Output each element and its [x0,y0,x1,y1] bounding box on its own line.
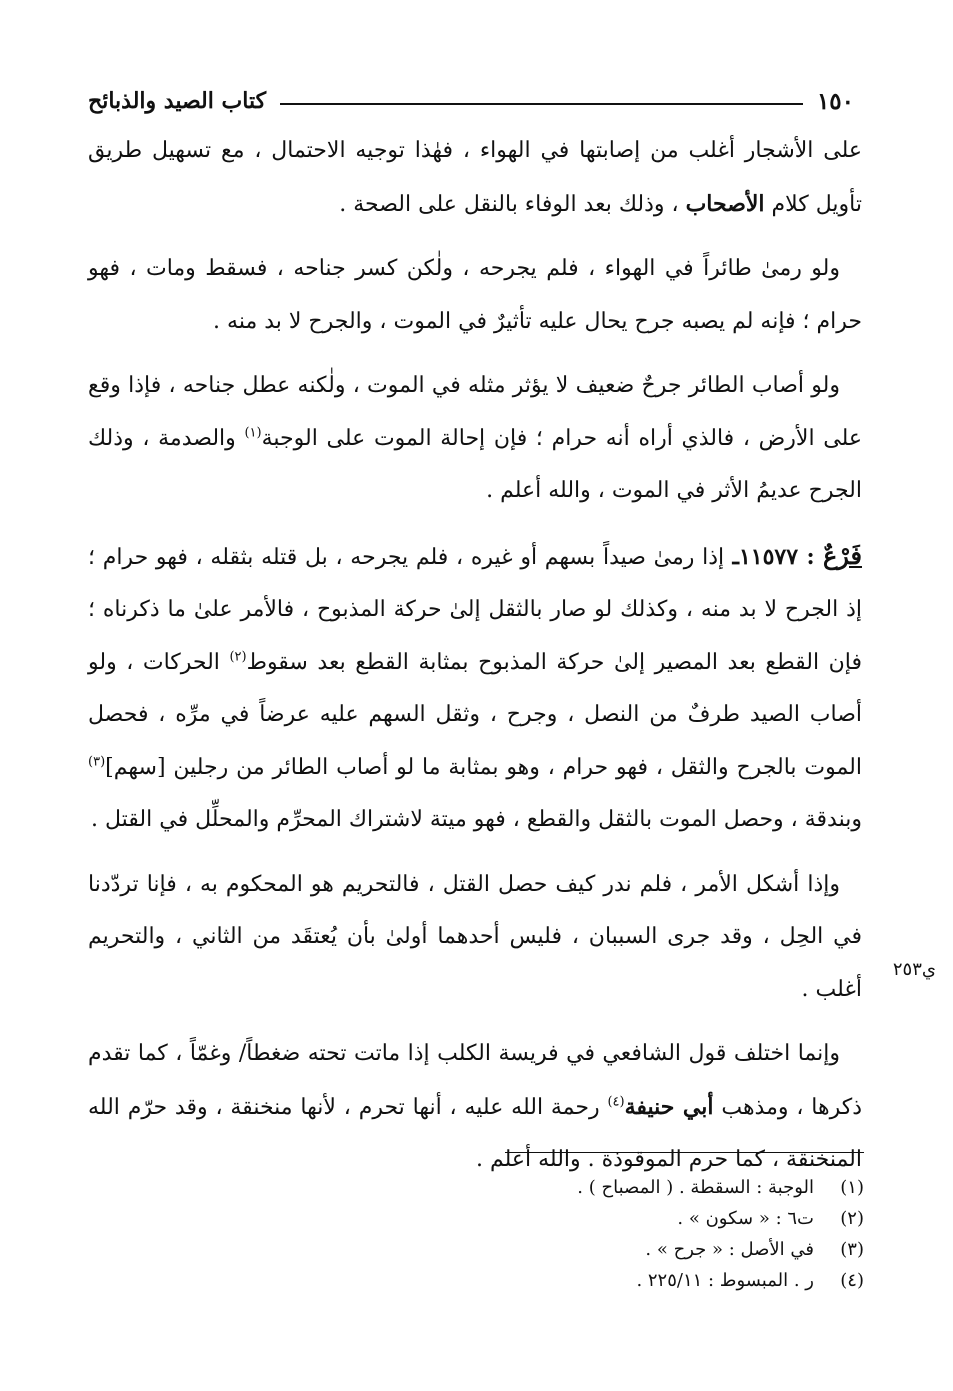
footnote-number: (٤) [840,1270,864,1291]
footnote-text: الوجبة : السقطة . ( المصباح ) . [577,1177,814,1198]
paragraph-3-text-b: والصدمة ، وذلك الجرح عديمُ الأثر في الموت ، والله أعلم . [88,425,862,503]
footnote-number: (٢) [840,1208,864,1229]
paragraph-2: ولو رمىٰ طائراً في الهواء ، فلم يجرحه ، ولٰكن كسر جناحه ، فسقط ومات ، فهو حرام ؛ فإنه لم يصبه جرح يحال عليه تأثيرٌ في الموت ، والجرح لا بد منه . [88,256,862,334]
main-text [88,125,862,1199]
paragraph-5: وإذا أشكل الأمر ، فلم ندر كيف حصل القتل ، فالتحريم هو المحكوم به ، فإنا تردّدنا في الحِل ، وقد جرى السببان ، فليس أحدهما أولىٰ بأن يُعتقَد من الثاني ، والتحريم أغلب . [88,871,862,1002]
footnotes [300,1172,864,1296]
footnote-text: ر . المبسوط : ٢٢٥/١١ . [636,1270,814,1291]
running-header [88,82,854,120]
paragraph-3 [88,360,862,518]
footnote-item [300,1172,864,1203]
footnote-item [300,1265,864,1296]
section-marker: فَرْعٌ [822,540,862,570]
paragraph-4-text-b: الحركات ، ولو أصاب الصيد طرفٌ من النصل ، وجرح ، وثقل السهم عليه عرضاً في مرِّه ، فحصل الموت بالجرح والثقل ، فهو حرام ، وهو بمثابة ما لو أصاب الطائر من رجلين [سهم] [88,649,862,780]
paragraph-6-emphasis: أبي حنيفة [624,1093,714,1120]
footnote-text: ت٦ : « سكون » . [677,1208,814,1229]
paragraph-4 [88,530,862,847]
footnote-item [300,1234,864,1265]
paragraph-1-text-c: ، وذلك بعد الوفاء بالنقل على الصحة . [339,191,686,217]
header-rule [280,103,803,105]
paragraph-3-text-a: ولو أصاب الطائر جرحٌ ضعيف لا يؤثر مثله في الموت ، ولٰكنه عطل جناحه ، فإذا وقع على الأرض ، فالذي أراه أنه حرام ؛ فإن إحالة الموت على الوجبة [88,373,862,451]
footnote-number: (١) [840,1177,864,1198]
footnote-separator [505,1152,864,1153]
paragraph-4-text-c: وبندقة ، وحصل الموت بالثقل والقطع ، فهو ميتة لاشتراك المحرِّم والمحلِّل في القتل . [91,807,862,832]
paragraph-4-text-a: إذا رمىٰ صيداً بسهم أو غيره ، فلم يجرحه ، بل قتله بثقله ، فهو حرام ؛ إذ الجرح لا بد منه ، وكذلك لو صار بالثقل إلىٰ حركة المذبوح ، فالأمر علىٰ ما ذكرناه ؛ فإن القطع بعد المصير إلىٰ حركة المذبوح بمثابة القطع بعد سقوط [88,544,862,675]
footnote-ref-4[interactable]: (٤) [607,1094,625,1110]
paragraph-1-emphasis: الأصحاب [685,190,765,217]
page-number: ١٥٠ [816,87,854,115]
paragraph-6-text-c: رحمة الله عليه ، أنها تحرم ، لأنها منخنقة ، وقد حرّم الله المنخنقة ، كما حرم الموقوذة . والله أعلم . [88,1094,862,1172]
footnote-item [300,1203,864,1234]
footnote-text: في الأصل : « جرح » . [645,1239,814,1260]
book-title: كتاب الصيد والذبائح [88,88,267,114]
paragraph-1 [88,125,862,231]
issue-number: : ١١٥٧٧ـ [724,543,823,570]
footnote-ref-1[interactable]: (١) [244,425,262,441]
paragraph-1-text-a: على الأشجار أغلب من إصابتها في الهواء ، فهٰذا توجيه الاحتمال ، مع تسهيل طريق تأويل كلام [88,138,862,217]
footnote-number: (٣) [840,1239,864,1260]
paragraph-6-text-a: وإنما اختلف قول الشافعي في فريسة الكلب إذا ماتت تحته ضغطاً/ وغمّاً ، كما تقدم ذكرها ، ومذهب [88,1041,862,1120]
paragraph-6 [88,1028,862,1187]
footnote-ref-2[interactable]: (٢) [229,649,247,665]
footnote-ref-3[interactable]: (٣) [88,754,106,770]
manuscript-margin-note: ي٢٥٣ [892,959,936,980]
